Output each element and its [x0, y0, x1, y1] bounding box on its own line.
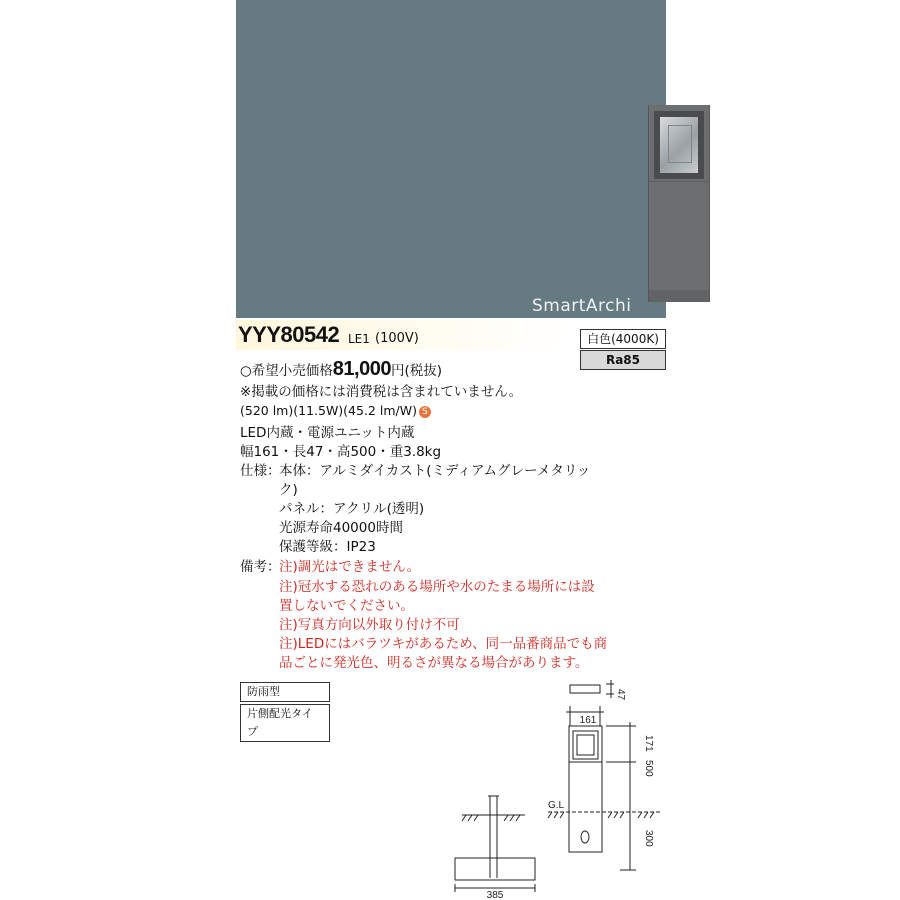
dim-depth-label: 47 [615, 689, 626, 701]
dim-footing-label: 385 [486, 890, 504, 900]
note-item: 置しないでください。 [279, 598, 414, 614]
spec-label: 仕様： [240, 463, 281, 479]
body-spec: 本体：アルミダイカスト(ミディアムグレーメタリッ [279, 463, 591, 479]
panel-spec: パネル：アクリル(透明) [279, 501, 425, 517]
price-prefix: ○希望小売価格 [240, 363, 333, 379]
model-suffix: LE1 [348, 332, 370, 346]
voltage: (100V) [375, 331, 419, 346]
tax-note: ※掲載の価格には消費税は含まれていません。 [240, 384, 523, 400]
model-number: YYY80542 [238, 322, 340, 347]
note-item: 注)冠水する恐れのある場所や水のたまる場所には設 [279, 579, 595, 595]
dim-width-label: 161 [579, 715, 597, 726]
protection-spec: 保護等級：IP23 [279, 539, 376, 555]
top-view-outline [570, 685, 600, 693]
note-item: 品ごとに発光色、明るさが異なる場合があります。 [279, 655, 589, 671]
led-spec: LED内蔵・電源ユニット内蔵 [240, 425, 415, 441]
dim-height-label: 500 [643, 760, 654, 777]
life-spec: 光源寿命40000時間 [279, 520, 403, 536]
ground-line-label: G.L [548, 800, 565, 811]
color-temperature-badge: 白色(4000K) [580, 329, 666, 349]
dim-window-label: 171 [643, 735, 654, 752]
s-rank-icon: S [419, 406, 431, 418]
note-item: 注)LEDにはバラツキがあるため、同一品番商品でも商 [279, 636, 608, 652]
dim-buried-label: 300 [643, 830, 654, 847]
performance-text: (520 lm)(11.5W)(45.2 lm/W) [240, 403, 417, 418]
note-item: 注)写真方向以外取り付け不可 [279, 617, 460, 633]
footing-plate [455, 858, 535, 880]
notes-label: 備考： [240, 559, 281, 575]
dimensions-spec: 幅161・長47・高500・重3.8kg [240, 444, 442, 460]
body-spec-cont: ク) [279, 482, 298, 498]
tag-rainproof: 防雨型 [240, 682, 330, 702]
front-view-outline [569, 726, 602, 852]
brand-logo: SmartArchi [532, 296, 632, 316]
price-suffix: 円(税抜) [390, 363, 442, 379]
tag-one-side-distribution: 片側配光タイプ [240, 704, 330, 742]
note-item: 注)調光はできません。 [279, 559, 421, 575]
ra-badge: Ra85 [580, 350, 666, 370]
price-amount: 81,000 [332, 358, 391, 380]
